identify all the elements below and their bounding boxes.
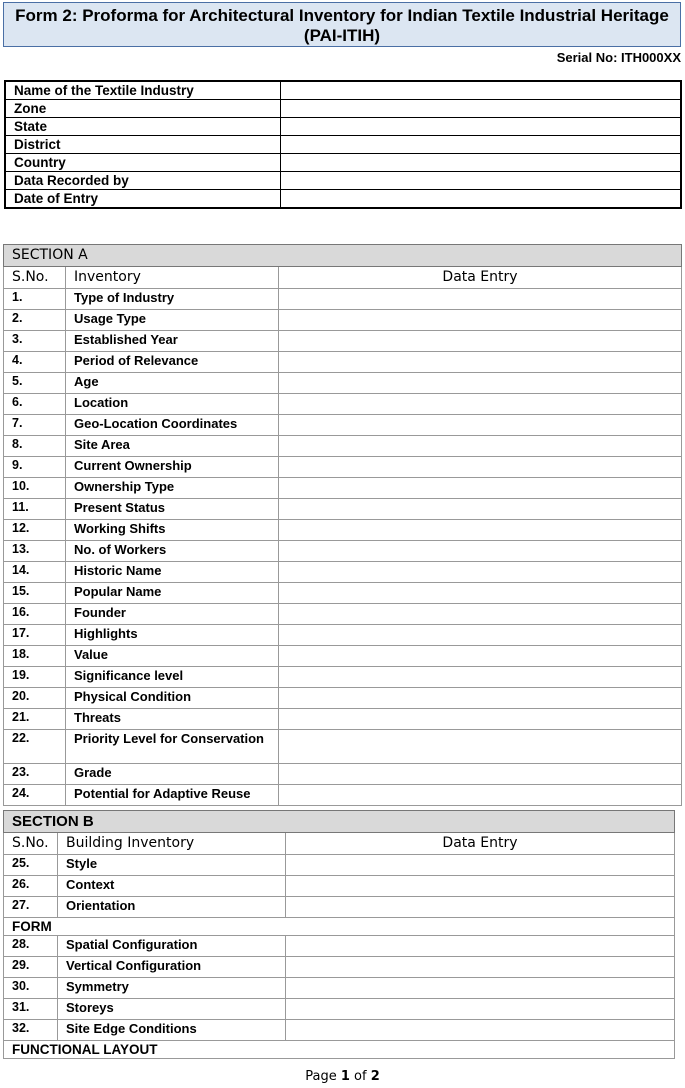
category-form-label: FORM — [4, 918, 675, 936]
section-b-row — [4, 897, 675, 918]
section-a-row — [4, 764, 682, 785]
row-inventory-item: Popular Name — [66, 583, 279, 604]
row-inventory-item: Ownership Type — [66, 478, 279, 499]
section-a-col-data-entry: Data Entry — [279, 267, 682, 289]
row-number: 7. — [4, 415, 66, 436]
row-data-entry-field[interactable] — [279, 415, 682, 436]
row-number: 12. — [4, 520, 66, 541]
row-data-entry-field[interactable] — [279, 604, 682, 625]
row-building-item: Vertical Configuration — [58, 957, 286, 978]
info-value-field[interactable] — [280, 154, 681, 172]
section-b-row — [4, 855, 675, 876]
info-label: Name of the Textile Industry — [5, 81, 280, 100]
row-inventory-item: Founder — [66, 604, 279, 625]
row-data-entry-field[interactable] — [279, 499, 682, 520]
row-number: 19. — [4, 667, 66, 688]
row-inventory-item: Historic Name — [66, 562, 279, 583]
row-data-entry-field[interactable] — [279, 520, 682, 541]
row-number: 21. — [4, 709, 66, 730]
section-b-table — [3, 810, 675, 1059]
info-label: Date of Entry — [5, 190, 280, 209]
row-number: 30. — [4, 978, 58, 999]
row-number: 28. — [4, 936, 58, 957]
row-number: 22. — [4, 730, 66, 764]
section-a-row — [4, 415, 682, 436]
row-inventory-item: Physical Condition — [66, 688, 279, 709]
serial-number: Serial No: ITH000XX — [556, 50, 681, 65]
page-total: 2 — [370, 1069, 380, 1084]
section-a-row — [4, 541, 682, 562]
row-number: 29. — [4, 957, 58, 978]
info-label: State — [5, 118, 280, 136]
row-data-entry-field[interactable] — [286, 936, 675, 957]
row-data-entry-field[interactable] — [286, 855, 675, 876]
row-building-item: Style — [58, 855, 286, 876]
row-inventory-item: Site Area — [66, 436, 279, 457]
info-row — [5, 100, 681, 118]
row-number: 23. — [4, 764, 66, 785]
row-inventory-item: Significance level — [66, 667, 279, 688]
section-a-row — [4, 520, 682, 541]
row-data-entry-field[interactable] — [286, 876, 675, 897]
row-inventory-item: Location — [66, 394, 279, 415]
row-inventory-item: Potential for Adaptive Reuse — [66, 785, 279, 806]
row-data-entry-field[interactable] — [286, 978, 675, 999]
info-row — [5, 118, 681, 136]
section-a-row — [4, 499, 682, 520]
section-b-row — [4, 1020, 675, 1041]
info-value-field[interactable] — [280, 100, 681, 118]
info-label: Zone — [5, 100, 280, 118]
row-data-entry-field[interactable] — [279, 764, 682, 785]
row-data-entry-field[interactable] — [279, 730, 682, 764]
general-info-table — [4, 80, 682, 209]
section-a-row — [4, 785, 682, 806]
section-a-row — [4, 289, 682, 310]
page-word: Page — [305, 1069, 337, 1084]
row-building-item: Symmetry — [58, 978, 286, 999]
row-data-entry-field[interactable] — [286, 1020, 675, 1041]
row-inventory-item: Priority Level for Conservation — [66, 730, 279, 764]
section-a-row — [4, 373, 682, 394]
section-a-row — [4, 688, 682, 709]
section-a-heading: SECTION A — [4, 245, 682, 267]
row-data-entry-field[interactable] — [286, 957, 675, 978]
row-building-item: Spatial Configuration — [58, 936, 286, 957]
row-data-entry-field[interactable] — [279, 541, 682, 562]
info-value-field[interactable] — [280, 190, 681, 209]
row-data-entry-field[interactable] — [279, 436, 682, 457]
row-number: 2. — [4, 310, 66, 331]
section-a-row — [4, 646, 682, 667]
section-a-row — [4, 331, 682, 352]
row-data-entry-field[interactable] — [279, 646, 682, 667]
row-number: 27. — [4, 897, 58, 918]
row-number: 17. — [4, 625, 66, 646]
row-number: 13. — [4, 541, 66, 562]
row-data-entry-field[interactable] — [279, 352, 682, 373]
row-number: 16. — [4, 604, 66, 625]
category-functional-layout-label: FUNCTIONAL LAYOUT — [4, 1041, 675, 1059]
row-number: 25. — [4, 855, 58, 876]
section-b-row — [4, 936, 675, 957]
row-data-entry-field[interactable] — [279, 331, 682, 352]
row-inventory-item: Threats — [66, 709, 279, 730]
row-number: 8. — [4, 436, 66, 457]
row-number: 31. — [4, 999, 58, 1020]
row-inventory-item: Working Shifts — [66, 520, 279, 541]
row-inventory-item: No. of Workers — [66, 541, 279, 562]
row-data-entry-field[interactable] — [279, 373, 682, 394]
row-inventory-item: Geo-Location Coordinates — [66, 415, 279, 436]
info-row — [5, 81, 681, 100]
section-a-row — [4, 352, 682, 373]
section-a-row — [4, 625, 682, 646]
section-a-table — [3, 244, 682, 806]
row-data-entry-field[interactable] — [279, 394, 682, 415]
row-number: 9. — [4, 457, 66, 478]
info-row — [5, 154, 681, 172]
row-inventory-item: Present Status — [66, 499, 279, 520]
page-current: 1 — [340, 1069, 350, 1084]
row-number: 32. — [4, 1020, 58, 1041]
row-number: 24. — [4, 785, 66, 806]
row-data-entry-field[interactable] — [279, 478, 682, 499]
section-a-row — [4, 709, 682, 730]
row-number: 10. — [4, 478, 66, 499]
info-row — [5, 172, 681, 190]
section-b-col-sno: S.No. — [4, 833, 58, 855]
row-inventory-item: Usage Type — [66, 310, 279, 331]
form-title: Form 2: Proforma for Architectural Inventory for Indian Textile Industrial Heritage (PAI-ITIH) — [3, 2, 681, 47]
row-number: 4. — [4, 352, 66, 373]
section-a-col-inventory: Inventory — [66, 267, 279, 289]
row-inventory-item: Highlights — [66, 625, 279, 646]
info-value-field[interactable] — [280, 118, 681, 136]
section-a-row — [4, 604, 682, 625]
section-b-row — [4, 978, 675, 999]
row-inventory-item: Grade — [66, 764, 279, 785]
row-building-item: Storeys — [58, 999, 286, 1020]
section-a-row — [4, 562, 682, 583]
row-number: 26. — [4, 876, 58, 897]
row-data-entry-field[interactable] — [279, 688, 682, 709]
row-data-entry-field[interactable] — [279, 310, 682, 331]
section-a-row — [4, 667, 682, 688]
row-number: 18. — [4, 646, 66, 667]
row-number: 15. — [4, 583, 66, 604]
section-a-row — [4, 730, 682, 764]
row-inventory-item: Current Ownership — [66, 457, 279, 478]
section-b-heading: SECTION B — [4, 811, 675, 833]
row-number: 14. — [4, 562, 66, 583]
row-building-item: Context — [58, 876, 286, 897]
row-number: 1. — [4, 289, 66, 310]
row-number: 5. — [4, 373, 66, 394]
category-functional-layout — [4, 1041, 675, 1059]
row-data-entry-field[interactable] — [286, 999, 675, 1020]
row-building-item: Orientation — [58, 897, 286, 918]
row-number: 20. — [4, 688, 66, 709]
row-building-item: Site Edge Conditions — [58, 1020, 286, 1041]
section-b-col-data-entry: Data Entry — [286, 833, 675, 855]
row-data-entry-field[interactable] — [279, 289, 682, 310]
section-b-row — [4, 876, 675, 897]
row-inventory-item: Age — [66, 373, 279, 394]
row-number: 6. — [4, 394, 66, 415]
info-row — [5, 190, 681, 209]
info-label: Country — [5, 154, 280, 172]
row-number: 3. — [4, 331, 66, 352]
row-data-entry-field[interactable] — [279, 562, 682, 583]
row-inventory-item: Period of Relevance — [66, 352, 279, 373]
info-value-field[interactable] — [280, 172, 681, 190]
section-a-row — [4, 583, 682, 604]
page-of-word: of — [354, 1069, 367, 1084]
info-label: Data Recorded by — [5, 172, 280, 190]
row-data-entry-field[interactable] — [279, 709, 682, 730]
section-b-col-building-inventory: Building Inventory — [58, 833, 286, 855]
info-row — [5, 136, 681, 154]
section-a-row — [4, 394, 682, 415]
row-data-entry-field[interactable] — [279, 583, 682, 604]
row-data-entry-field[interactable] — [279, 785, 682, 806]
section-a-row — [4, 310, 682, 331]
category-form — [4, 918, 675, 936]
section-b-row — [4, 999, 675, 1020]
row-number: 11. — [4, 499, 66, 520]
page-footer — [0, 1069, 685, 1084]
section-a-row — [4, 436, 682, 457]
row-data-entry-field[interactable] — [279, 625, 682, 646]
section-a-row — [4, 478, 682, 499]
row-inventory-item: Type of Industry — [66, 289, 279, 310]
row-data-entry-field[interactable] — [286, 897, 675, 918]
info-value-field[interactable] — [280, 136, 681, 154]
row-inventory-item: Value — [66, 646, 279, 667]
row-data-entry-field[interactable] — [279, 667, 682, 688]
row-inventory-item: Established Year — [66, 331, 279, 352]
section-a-row — [4, 457, 682, 478]
section-a-col-sno: S.No. — [4, 267, 66, 289]
info-value-field[interactable] — [280, 81, 681, 100]
info-label: District — [5, 136, 280, 154]
section-b-row — [4, 957, 675, 978]
row-data-entry-field[interactable] — [279, 457, 682, 478]
